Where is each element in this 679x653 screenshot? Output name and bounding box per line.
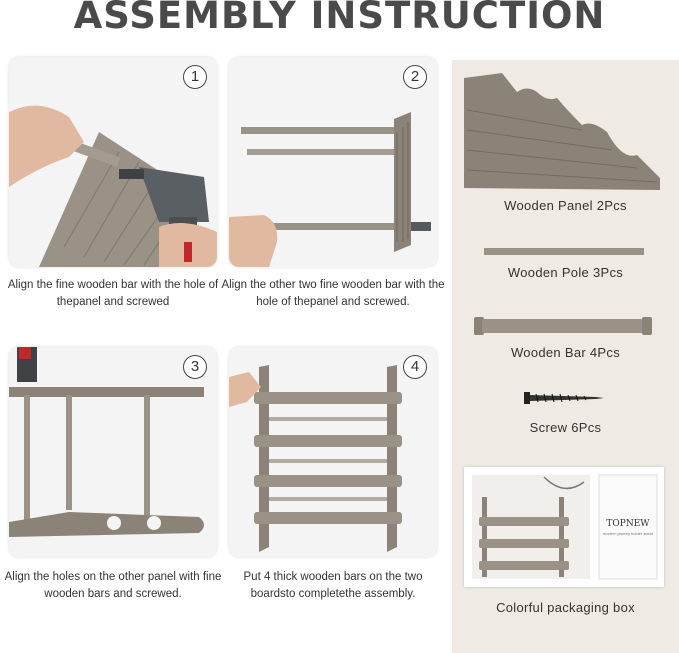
step-1-image — [9, 57, 217, 267]
step-number: 3 — [183, 355, 207, 379]
page-title: ASSEMBLY INSTRUCTION — [73, 0, 606, 37]
brand-name: TOPNEW — [606, 519, 650, 529]
step-4-caption: Put 4 thick wooden bars on the two boardsto completethe assembly. — [243, 571, 423, 600]
screw-icon — [524, 390, 604, 406]
screw-label: Screw 6Pcs — [529, 420, 602, 435]
step-number: 2 — [403, 65, 427, 89]
wooden-pole-label: Wooden Pole 3Pcs — [507, 265, 624, 280]
step-2-illustration — [229, 57, 437, 267]
step-3-caption: Align the holes on the other panel with fine wooden bars and screwed. — [4, 571, 222, 600]
step-3-image — [9, 347, 217, 557]
packaging-box-image — [464, 467, 664, 587]
wooden-panel-illustration — [462, 70, 662, 190]
step-number: 4 — [403, 355, 427, 379]
step-1-illustration — [9, 57, 217, 267]
step-3-illustration — [9, 347, 217, 557]
step-4-illustration — [229, 347, 437, 557]
step-number: 1 — [183, 65, 207, 89]
wooden-bar-label: Wooden Bar 4Pcs — [510, 345, 621, 360]
packaging-label: Colorful packaging box — [496, 600, 635, 615]
wooden-panel-label: Wooden Panel 2Pcs — [504, 198, 627, 213]
step-2-image — [229, 57, 437, 267]
parts-panel — [452, 60, 679, 653]
step-4-image — [229, 347, 437, 557]
step-1-caption: Align the fine wooden bar with the hole of thepanel and screwed — [7, 279, 219, 308]
brand-tagline: modern jewelry holder stand — [602, 531, 654, 536]
step-2-caption: Align the other two fine wooden bar with the hole of thepanel and screwed. — [221, 279, 445, 308]
wooden-pole-illustration — [484, 247, 644, 257]
wooden-bar-illustration — [474, 315, 652, 337]
